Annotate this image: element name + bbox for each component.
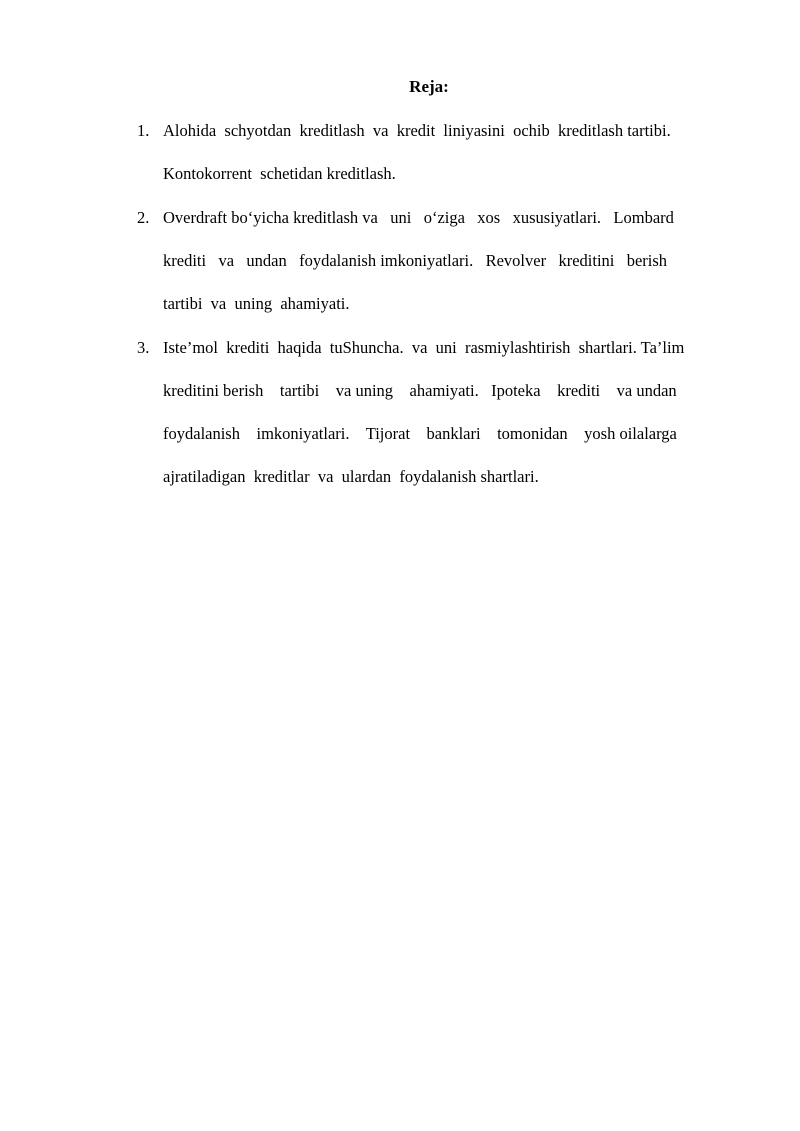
item-line: kreditini berish tartibi va uning ahamiyati. Ipoteka krediti va undan: [163, 381, 677, 400]
item-line: ajratiladigan kreditlar va ulardan foydalanish shartlari.: [163, 467, 539, 486]
item-line: foydalanish imkoniyatlari. Tijorat banklari tomonidan yosh oilalarga: [163, 424, 677, 443]
item-line: Overdraft bo‘yicha kreditlash va uni o‘ziga xos xususiyatlari. Lombard: [163, 208, 674, 227]
item-line: tartibi va uning ahamiyati.: [163, 294, 350, 313]
item-number: 2.: [137, 208, 150, 227]
item-number: 3.: [137, 338, 150, 357]
item-number: 1.: [137, 121, 150, 140]
item-line: Iste’mol krediti haqida tuShuncha. va uni rasmiylashtirish shartlari. Ta’lim: [163, 338, 685, 357]
item-line: krediti va undan foydalanish imkoniyatlari. Revolver kreditini berish: [163, 251, 668, 270]
item-line: Alohida schyotdan kreditlash va kredit liniyasini ochib kreditlash tartibi.: [163, 121, 671, 140]
page-title: Reja:: [409, 77, 449, 96]
item-line: Kontokorrent schetidan kreditlash.: [163, 164, 396, 183]
